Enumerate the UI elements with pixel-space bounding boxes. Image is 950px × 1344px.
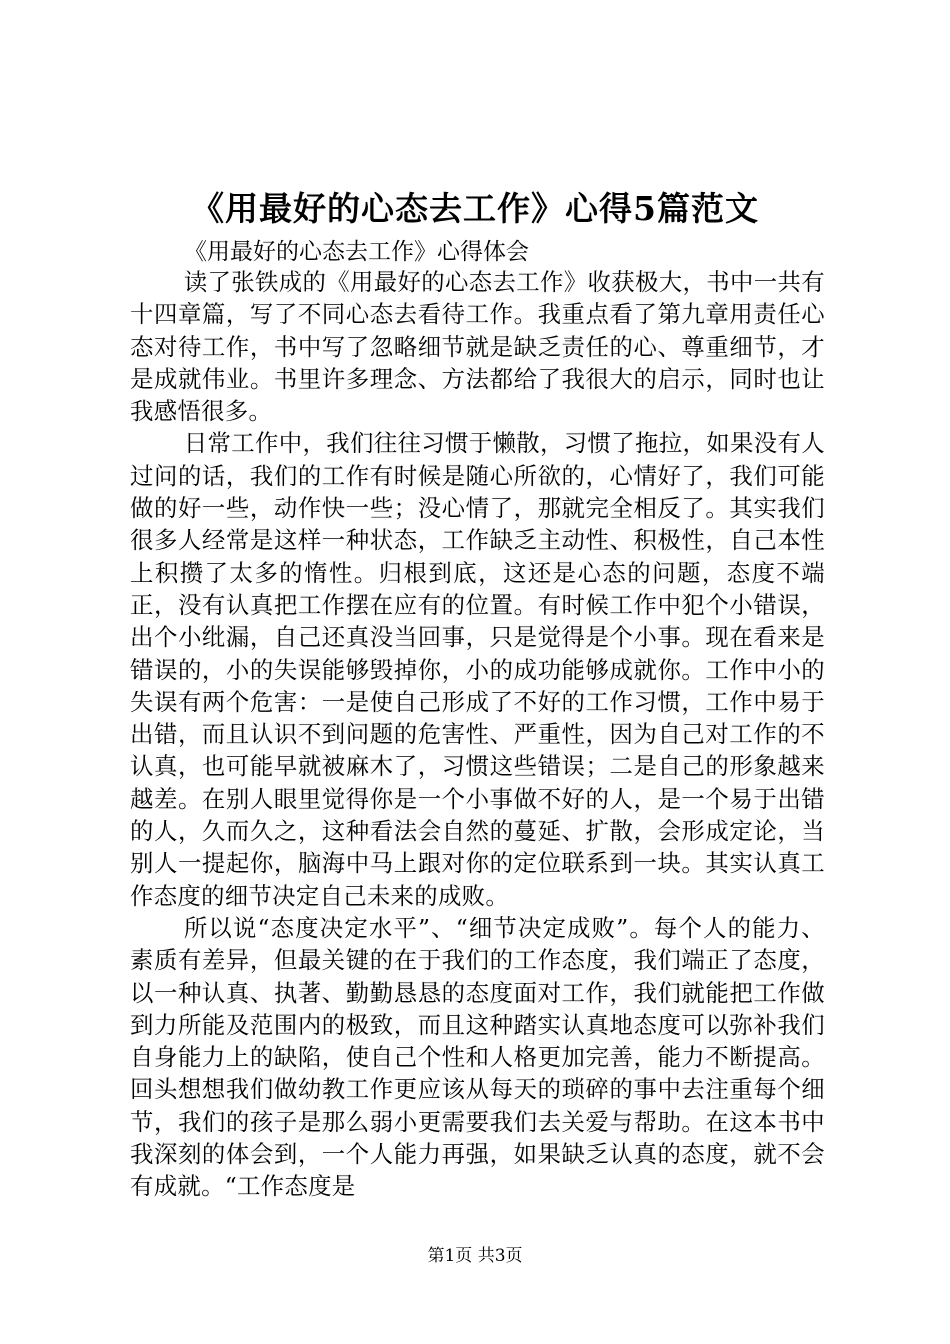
paragraph: 日常工作中，我们往往习惯于懒散，习惯了拖拉，如果没有人过问的话，我们的工作有时候是随心所欲的，心情好了，我们可能做的好一些，动作快一些；没心情了，那就完全相反了。其实我们很多人经常是这样一种状态，工作缺乏主动性、积极性，自己本性上积攒了太多的惰性。归根到底，这还是心态的问题，态度不端正，没有认真把工作摆在应有的位置。有时候工作中犯个小错误，出个小纰漏，自己还真没当回事，只是觉得是个小事。现在看来是错误的，小的失误能够毁掉你，小的成功能够成就你。工作中小的失误有两个危害：一是使自己形成了不好的工作习惯，工作中易于出错，而且认识不到问题的危害性、严重性，因为自己对工作的不认真，也可能早就被麻木了，习惯这些错误；二是自己的形象越来越差。在别人眼里觉得你是一个小事做不好的人，是一个易于出错的人，久而久之，这种看法会自然的蔓延、扩散，会形成定论，当别人一提起你，脑海中马上跟对你的定位联系到一块。其实认真工作态度的细节决定自己未来的成败。 [130, 429, 825, 910]
document-title: 《用最好的心态去工作》心得5篇范文 [191, 189, 759, 228]
page-number-footer: 第1页 共3页 [427, 1246, 523, 1266]
document-subtitle: 《用最好的心态去工作》心得体会 [184, 239, 529, 265]
document-body [130, 266, 825, 1203]
paragraph: 所以说“态度决定水平”、“细节决定成败”。每个人的能力、素质有差异，但最关键的在于我们的工作态度，我们端正了态度，以一种认真、执著、勤勤恳恳的态度面对工作，我们就能把工作做到力所能及范围内的极致，而且这种踏实认真地态度可以弥补我们自身能力上的缺陷，使自己个性和人格更加完善，能力不断提高。回头想想我们做幼教工作更应该从每天的琐碎的事中去注重每个细节，我们的孩子是那么弱小更需要我们去关爱与帮助。在这本书中我深刻的体会到，一个人能力再强，如果缺乏认真的态度，就不会有成就。“工作态度是 [130, 913, 825, 1201]
paragraph: 读了张铁成的《用最好的心态去工作》收获极大，书中一共有十四章篇，写了不同心态去看待工作。我重点看了第九章用责任心态对待工作，书中写了忽略细节就是缺乏责任的心、尊重细节，才是成就伟业。书里许多理念、方法都给了我很大的启示，同时也让我感悟很多。 [130, 268, 825, 426]
